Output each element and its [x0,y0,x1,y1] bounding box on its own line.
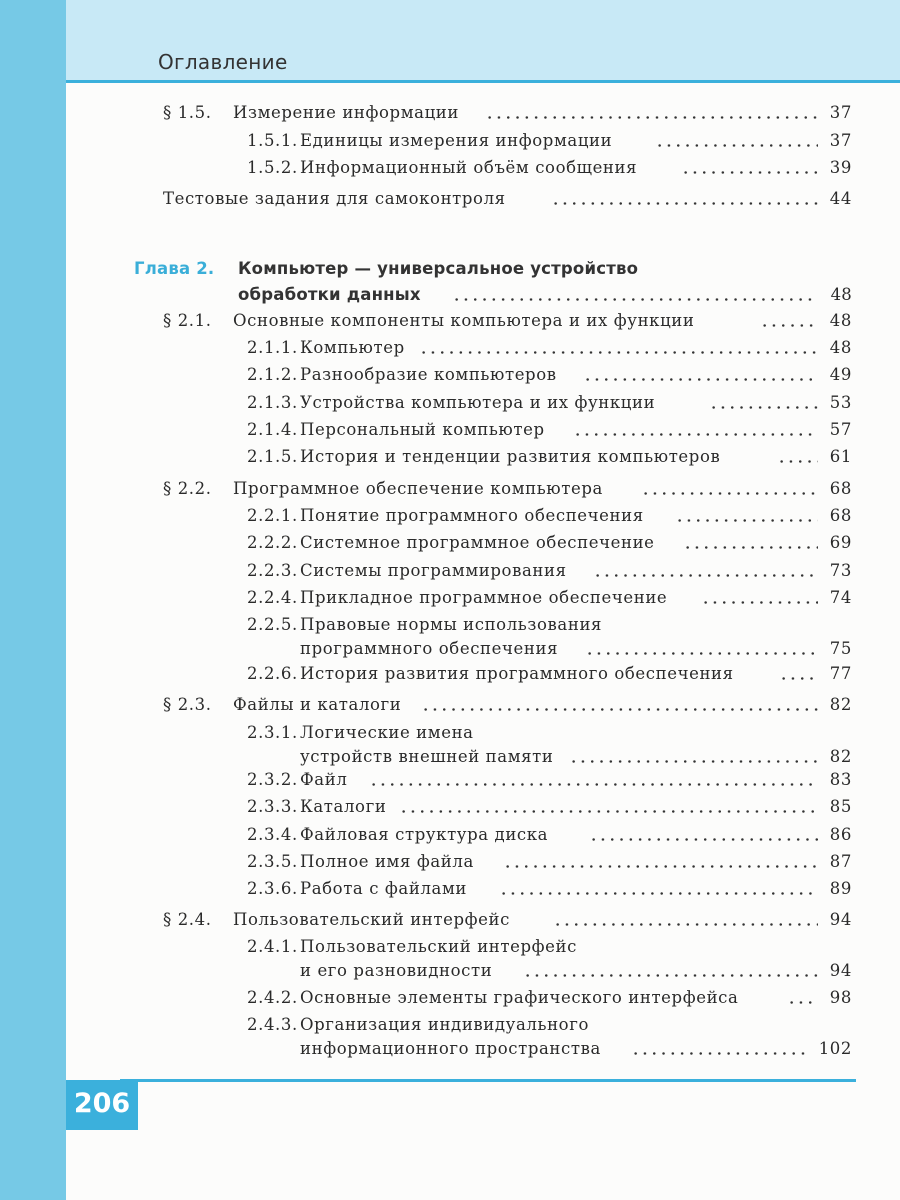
section-number: § 2.3. [163,695,212,714]
dot-leader [421,708,818,711]
page-ref: 37 [829,131,852,150]
section-number: 2.1.1. [247,338,298,357]
toc-entry-2-1-2[interactable] [247,362,852,388]
section-number: 2.3.3. [247,797,298,816]
dot-leader [675,519,818,522]
dot-leader [641,492,818,495]
section-title-continued: программного обеспечения [300,639,559,658]
page-ref: 83 [829,770,852,789]
dot-leader [569,760,818,763]
section-number: § 2.4. [163,910,212,929]
toc-entry-2-1-3[interactable] [247,390,852,416]
section-title: Основные компоненты компьютера и их функции [233,311,695,330]
chapter-title-continued: обработки данных [238,285,421,304]
section-title: Организация индивидуального [300,1015,589,1034]
page-ref: 48 [829,338,852,357]
section-number: § 2.1. [163,311,212,330]
toc-entry-2-4-1[interactable] [247,934,852,986]
toc-entry-1-5-1[interactable] [247,128,852,154]
dot-leader [709,406,818,409]
section-number: 2.1.2. [247,365,298,384]
page-ref: 49 [829,365,852,384]
toc-entry-2-2-4[interactable] [247,585,852,611]
section-number: 2.1.4. [247,420,298,439]
toc-entry-2-3-5[interactable] [247,849,852,875]
page-ref: 68 [829,506,852,525]
section-title-continued: и его разновидности [300,961,493,980]
section-title: Полное имя файла [300,852,474,871]
section-number: 2.4.3. [247,1015,298,1034]
section-number: 2.3.4. [247,825,298,844]
page-ref: 37 [829,103,852,122]
dot-leader [523,974,818,977]
dot-leader [760,324,818,327]
toc-entry-2-3-6[interactable] [247,876,852,902]
toc-entry-2-3-4[interactable] [247,822,852,848]
page-ref: 94 [829,910,852,929]
toc-entry-2-1-5[interactable] [247,444,852,470]
section-title: Правовые нормы использования [300,615,603,634]
section-number: 2.3.2. [247,770,298,789]
dot-leader [631,1052,808,1055]
dot-leader [585,652,818,655]
dot-leader [683,546,818,549]
page-ref: 94 [829,961,852,980]
dot-leader [551,202,818,205]
page-ref: 87 [829,852,852,871]
section-title: Работа с файлами [300,879,468,898]
chapter-label: Глава 2. [134,259,215,278]
dot-leader [499,892,818,895]
section-title: Устройства компьютера и их функции [300,393,656,412]
dot-leader [485,116,818,119]
section-title: Основные элементы графического интерфейса [300,988,739,1007]
dot-leader [503,865,818,868]
section-title: Файловая структура диска [300,825,549,844]
page-ref: 61 [829,447,852,466]
section-number: § 1.5. [163,103,212,122]
page-ref: 102 [818,1039,852,1058]
section-number: 2.1.3. [247,393,298,412]
toc-entry-2-3[interactable] [163,692,852,718]
section-title: Информационный объём сообщения [300,158,638,177]
toc-entry-2-2-5[interactable] [247,612,852,664]
page-ref: 48 [830,285,852,304]
section-number: 2.2.2. [247,533,298,552]
dot-leader [419,351,818,354]
dot-leader [399,810,818,813]
page-ref: 57 [829,420,852,439]
dot-leader [777,460,818,463]
dot-leader [701,601,818,604]
dot-leader [681,171,818,174]
page-ref: 74 [829,588,852,607]
page-number-box [66,1080,138,1130]
toc-entry-2-4[interactable] [163,907,852,933]
page-ref: 44 [829,189,852,208]
section-number: 2.2.5. [247,615,298,634]
dot-leader [452,298,818,301]
section-number: 2.2.6. [247,664,298,683]
toc-entry-2-2[interactable] [163,476,852,502]
section-title: Системное программное обеспечение [300,533,655,552]
header-rule [66,80,900,83]
section-number: 2.4.1. [247,937,298,956]
toc-entry-self-test[interactable] [163,186,852,212]
section-title: Программное обеспечение компьютера [233,479,603,498]
section-title: Пользовательский интерфейс [300,937,577,956]
section-title-continued: устройств внешней памяти [300,747,554,766]
page-ref: 85 [829,797,852,816]
page-ref: 73 [829,561,852,580]
page-ref: 82 [829,695,852,714]
toc-entry-2-2-3[interactable] [247,558,852,584]
toc-chapter-2[interactable] [134,256,852,310]
section-number: 2.2.3. [247,561,298,580]
page-title: Оглавление [158,50,288,74]
toc-entry-2-4-3[interactable] [247,1012,852,1064]
section-title: Единицы измерения информации [300,131,613,150]
chapter-title: Компьютер — универсальное устройство [238,259,639,278]
section-title: Системы программирования [300,561,567,580]
page-ref: 82 [829,747,852,766]
page-ref: 53 [829,393,852,412]
page-ref: 68 [829,479,852,498]
dot-leader [593,574,818,577]
toc-entry-2-3-1[interactable] [247,720,852,772]
section-title-continued: информационного пространства [300,1039,601,1058]
section-number: 2.3.6. [247,879,298,898]
page-ref: 89 [829,879,852,898]
section-number: 2.4.2. [247,988,298,1007]
page-ref: 77 [829,664,852,683]
dot-leader [655,144,818,147]
section-title: Логические имена [300,723,474,742]
section-number: 1.5.1. [247,131,298,150]
section-number: 2.2.1. [247,506,298,525]
section-title: Прикладное программное обеспечение [300,588,668,607]
dot-leader [553,923,818,926]
section-number: § 2.2. [163,479,212,498]
toc-entry-2-1-1[interactable] [247,335,852,361]
page-ref: 48 [829,311,852,330]
toc-entry-1-5[interactable] [163,100,852,126]
footer-rule [120,1079,856,1082]
dot-leader [369,783,818,786]
section-number: 2.2.4. [247,588,298,607]
toc-entry-2-2-6[interactable] [247,661,852,687]
section-number: 2.3.5. [247,852,298,871]
dot-leader [583,378,818,381]
section-number: 1.5.2. [247,158,298,177]
dot-leader [573,433,818,436]
section-number: 2.1.5. [247,447,298,466]
section-title: Тестовые задания для самоконтроля [163,189,506,208]
section-title: Понятие программного обеспечения [300,506,644,525]
section-title: Каталоги [300,797,387,816]
section-title: Компьютер [300,338,405,357]
toc-entry-2-2-2[interactable] [247,530,852,556]
toc-entry-2-3-2[interactable] [247,767,852,793]
page-ref: 98 [829,988,852,1007]
section-title: Разнообразие компьютеров [300,365,557,384]
section-title: История развития программного обеспечения [300,664,734,683]
section-title: История и тенденции развития компьютеров [300,447,721,466]
side-color-band [0,0,66,1200]
toc-entry-2-2-1[interactable] [247,503,852,529]
toc-entry-2-1[interactable] [163,308,852,334]
toc-entry-2-4-2[interactable] [247,985,852,1011]
toc-entry-1-5-2[interactable] [247,155,852,181]
page-ref: 39 [829,158,852,177]
page-ref: 75 [829,639,852,658]
dot-leader [787,1001,818,1004]
section-number: 2.3.1. [247,723,298,742]
section-title: Измерение информации [233,103,460,122]
dot-leader [589,838,818,841]
section-title: Файл [300,770,348,789]
toc-entry-2-3-3[interactable] [247,794,852,820]
section-title: Персональный компьютер [300,420,545,439]
section-title: Файлы и каталоги [233,695,402,714]
toc-entry-2-1-4[interactable] [247,417,852,443]
dot-leader [779,677,818,680]
page-ref: 69 [829,533,852,552]
section-title: Пользовательский интерфейс [233,910,510,929]
page-number: 206 [73,1088,131,1119]
page-ref: 86 [829,825,852,844]
